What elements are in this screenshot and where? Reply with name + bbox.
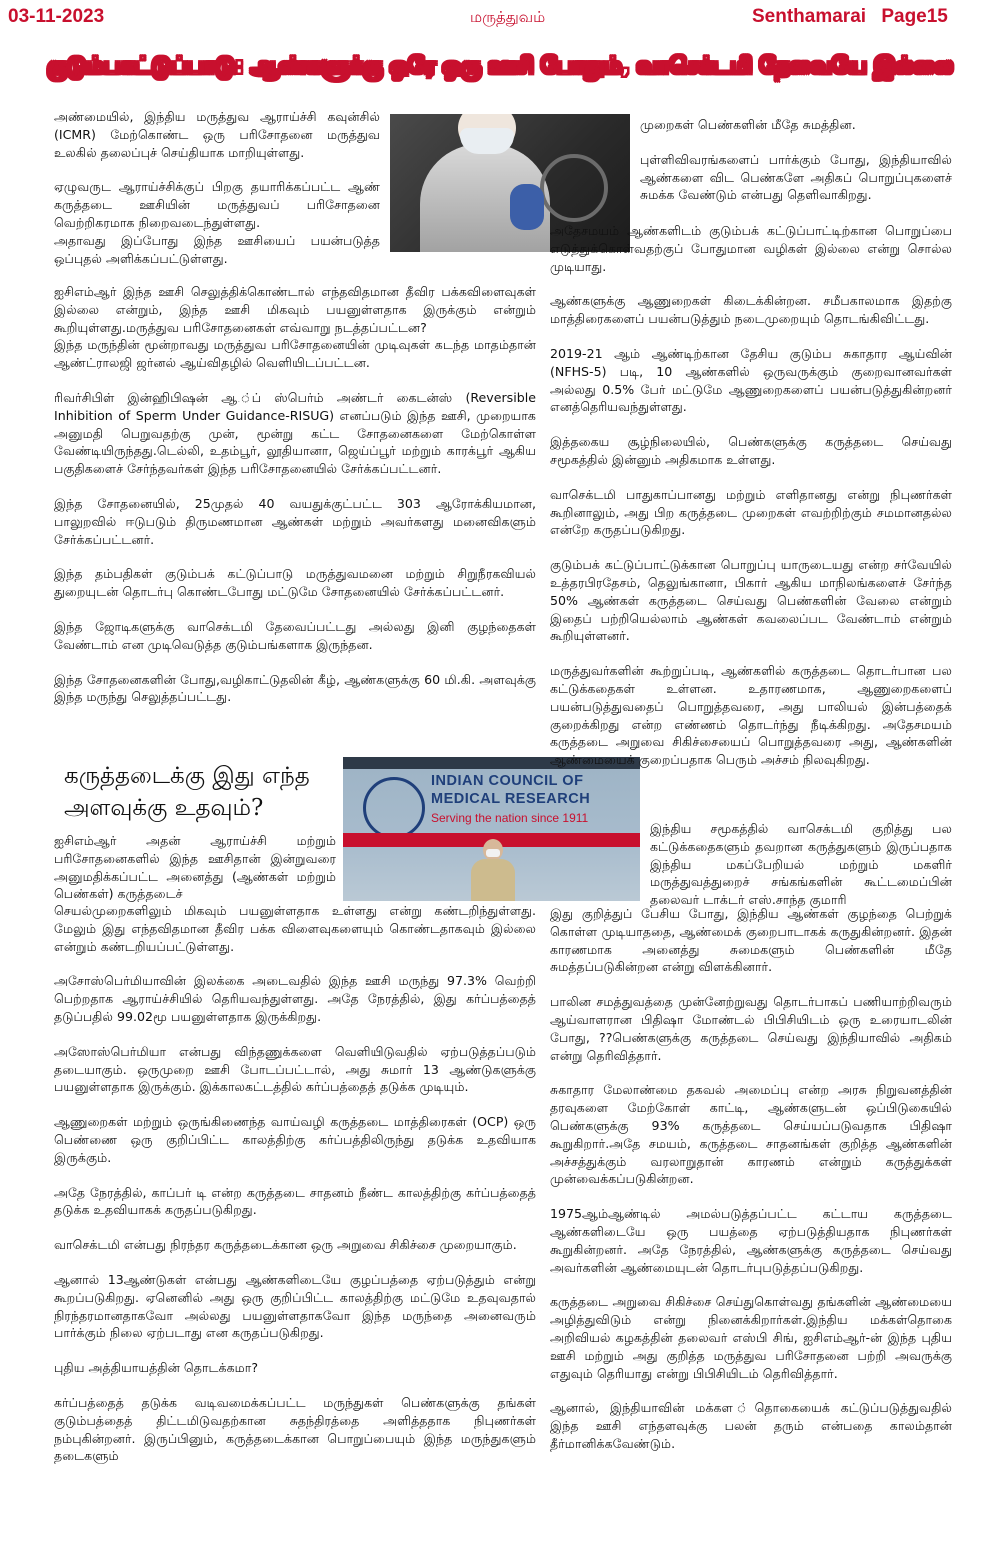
article-paragraph: 2019-21 ஆம் ஆண்டிற்கான தேசிய குடும்ப சுகாதார ஆய்வின் (NFHS-5) படி, 10 ஆண்களில் ஒருவருக்கும் குறைவானவர்கள் அல்லது 0.5% பேர் மட்டுமே ஆணுறைகளைப் பயன்படுத்துகின்றனர் எனத்தெரியவந்துள்ளது. bbox=[550, 345, 952, 415]
article-paragraph: இந்த சோதனைகளின் போது,வழிகாட்டுதலின் கீழ், ஆண்களுக்கு 60 மி.கி. அளவுக்கு இந்த மருந்து செலுத்தப்பட்டது. bbox=[54, 671, 536, 705]
article-paragraph: அதேசமயம் ஆண்களிடம் குடும்பக் கட்டுப்பாட்டிற்கான பொறுப்பை எடுத்துக்கொள்வதற்குப் போதுமான வழிகள் இல்லை என்று சொல்ல முடியாது. bbox=[550, 223, 952, 274]
article-paragraph: புள்ளிவிவரங்களைப் பார்க்கும் போது, இந்தியாவில் ஆண்களை விட பெண்களே அதிகப் பொறுப்புகளைச் சுமக்க வேண்டும் என்பது தெளிவாகிறது. bbox=[640, 151, 952, 203]
article-paragraph: இத்தகைய சூழ்நிலையில், பெண்களுக்கு கருத்தடை செய்வது சமூகத்தில் இன்னும் அதிகமாக உள்ளது. bbox=[550, 434, 952, 467]
person-body-shape bbox=[471, 859, 515, 901]
icmr-sign-line2: MEDICAL RESEARCH bbox=[431, 791, 591, 807]
icmr-sign-tagline: Serving the nation since 1911 bbox=[431, 811, 589, 825]
publication-page: Senthamarai Page15 bbox=[752, 6, 948, 27]
right-column-block-d bbox=[550, 905, 952, 1453]
stethoscope-shape bbox=[540, 154, 608, 222]
article-paragraph: இந்த ஜோடிகளுக்கு வாசெக்டமி தேவைப்பட்டது அல்லது இனி குழந்தைகள் வேண்டாம் என முடிவெடுத்த குடும்பங்களாக இருந்தன. bbox=[54, 618, 536, 652]
article-paragraph: 1975ஆம்ஆண்டில் அமல்படுத்தப்பட்ட கட்டாய கருத்தடை ஆண்களிடையே ஒரு பயத்தை ஏற்படுத்தியதாக நிபுணர்கள் கூறுகின்றனர். அதே நேரத்தில், ஆண்களுக்கு கருத்தடை செய்வது அவர்களின் ஆண்மையுடன் தொடர்புபடுத்தப்படுகிறது. bbox=[550, 1206, 952, 1275]
article-paragraph: ஆண்களுக்கு ஆணுறைகள் கிடைக்கின்றன. சமீபகாலமாக இதற்கு மாத்திரைகளைப் பயன்படுத்தும் நடைமுறையும் தொடங்கிவிட்டது. bbox=[550, 293, 952, 327]
headline: குடும்பகட்டுப்பாடு: ஆண்களுக்கு ஒரே ஒரு ஊசி போதும், வாசெக்டமி தேவையே இல்லை bbox=[47, 53, 953, 79]
left-column-block-c bbox=[54, 760, 336, 903]
article-paragraph: ஆனால் 13ஆண்டுகள் என்பது ஆண்களிடையே குழப்பத்தை ஏற்படுத்தும் என்று கூறப்படுகிறது. ஏனெனில் அது ஒரு குறிப்பிட்ட காலத்திற்கு மட்டுமே உதவுவதால் நிரந்தரமானதாகவோ அல்லது பயனுள்ளதாகவோ இந்த மருந்தை அனைவரும் பார்க்கும் நிலை ஏற்படாது என கருதப்படுகிறது. bbox=[54, 1271, 536, 1341]
article-paragraph: இந்த சோதனையில், 25முதல் 40 வயதுக்குட்பட்ட 303 ஆரோக்கியமான, பாலுறவில் ஈடுபடும் திருமணமான ஆண்கள் மற்றும் அவர்களது மனைவிகளும் சேர்க்கப்பட்டனர். bbox=[54, 495, 536, 547]
article-paragraph: ஐசிஎம்ஆர் இந்த ஊசி செலுத்திக்கொண்டால் எந்தவிதமான தீவிர பக்கவிளைவுகள் இல்லை என்றும், இந்த ஊசி மிகவும் பயனுள்ளதாக இருக்கும் என்றும் கூறியுள்ளது.மருத்துவ பரிசோதனைகள் எவ்வாறு நடத்தப்பட்டன? bbox=[54, 284, 536, 335]
person-mask-shape bbox=[486, 849, 500, 857]
article-paragraph: ஆணுறைகள் மற்றும் ஒருங்கிணைந்த வாய்வழி கருத்தடை மாத்திரைகள் (OCP) ஒரு பெண்ணை ஒரு குறிப்பிட்ட காலத்திற்கு கர்ப்பத்திலிருந்து தடுக்க உதவியாக இருக்கும். bbox=[54, 1114, 536, 1165]
left-column-block-d bbox=[54, 902, 536, 1465]
article-paragraph: அசோஸ்பெர்மியாவின் இலக்கை அடைவதில் இந்த ஊசி மருந்து 97.3% வெற்றி பெற்றதாக ஆராய்ச்சியில் தெரியவந்துள்ளது. அதே நேரத்தில், இது கர்ப்பத்தைத் தடுப்பதில் 99.02மூ பயனுள்ளதாக இருக்கிறது. bbox=[54, 973, 536, 1024]
right-column-block-a bbox=[640, 116, 952, 204]
article-paragraph: சுகாதார மேலாண்மை தகவல் அமைப்பு என்ற அரசு நிறுவனத்தின் தரவுகளை மேற்கோள் காட்டி, ஆண்களுடன் ஒப்பிடுகையில் பெண்களுக்கு 93% கருத்தடை செய்யப்படுவதாக பிதிஷா கூறுகிறார்.அதே சமயம், கருத்தடை சாதனங்கள் குறித்த ஆண்களின் அச்சத்துக்கும் வரலாறுதான் காரணம் என்றும் கருத்துக்கள் முன்வைக்கப்படுகின்றன. bbox=[550, 1082, 952, 1187]
article-paragraph: வாசெக்டமி என்பது நிரந்தர கருத்தடைக்கான ஒரு அறுவை சிகிச்சை முறையாகும். bbox=[54, 1237, 517, 1253]
article-paragraph: குடும்பக் கட்டுப்பாட்டுக்கான பொறுப்பு யாருடையது என்ற சர்வேயில் உத்தரபிரதேசம், தெலுங்கானா, பிகார் ஆகிய மாநிலங்களைச் சேர்ந்த 50% ஆண்கள் கருத்தடை செய்வது பெண்களின் வேலை என்றும் இதைப் பற்றியெல்லாம் ஆண்கள் கவலைப்பட வேண்டாம் என்றும் கூறியுள்ளனர். bbox=[550, 557, 952, 644]
article-paragraph: அதே நேரத்தில், காப்பர் டி என்ற கருத்தடை சாதனம் நீண்ட காலத்திற்கு கர்ப்பத்தைத் தடுக்க உதவியாகக் கருதப்படுகிறது. bbox=[54, 1184, 536, 1218]
icmr-logo-icon bbox=[363, 777, 425, 839]
left-column-block-b bbox=[54, 283, 536, 706]
article-paragraph: ஐசிஎம்ஆர் அதன் ஆராய்ச்சி மற்றும் பரிசோதனைகளில் இந்த ஊசிதான் இன்றுவரை அனுமதிக்கப்பட்ட அனைத்து (ஆண்கள் மற்றும் பெண்கள்) கருத்தடைச் bbox=[54, 833, 336, 902]
article-paragraph: கருத்தடை அறுவை சிகிச்சை செய்துகொள்வது தங்களின் ஆண்மையை அழித்துவிடும் என்று நினைக்கிறார்கள்.இந்திய மக்கள்தொகை அறிவியல் கழகத்தின் தலைவர் எஸ்பி சிங், ஐசிஎம்ஆர்-ன் இந்த புதிய ஊசி மற்றும் அது குறித்த மருத்துவ பரிசோதனை பற்றி அவருக்கு எதுவும் தெரியாது என்று பிபிசியிடம் தெரிவித்தார். bbox=[550, 1294, 952, 1381]
subheading: கருத்தடைக்கு இது எந்த அளவுக்கு உதவும்? bbox=[64, 763, 310, 821]
issue-date: 03-11-2023 bbox=[8, 6, 105, 27]
article-paragraph: இந்த மருந்தின் மூன்றாவது மருத்துவ பரிசோதனையின் முடிவுகள் கடந்த மாதம்தான் ஆண்ட்ராலஜி ஜர்னல் ஆய்விதழில் வெளியிடப்பட்டன. bbox=[54, 337, 536, 371]
left-column-block-a bbox=[54, 108, 380, 267]
article-paragraph: ஏழுவருட ஆராய்ச்சிக்குப் பிறகு தயாரிக்கப்பட்ட ஆண் கருத்தடை ஊசியின் மருத்துவப் பரிசோதனை வெற்றிகரமாக நிறைவடைந்துள்ளது. bbox=[54, 179, 380, 230]
doctor-mask-shape bbox=[460, 128, 514, 154]
article-paragraph: ஆனால், இந்தியாவின் மக்கள ்தொகையைக் கட்டுப்படுத்துவதில் இந்த ஊசி எந்தளவுக்கு பலன் தரும் என்பதை காலம்தான் தீர்மானிக்கவேண்டும். bbox=[550, 1400, 952, 1451]
icmr-sign-line1: INDIAN COUNCIL OF bbox=[431, 773, 584, 789]
page-header bbox=[0, 0, 1000, 34]
right-column-block-b bbox=[550, 222, 952, 769]
article-paragraph: ரிவர்சிபிள் இன்ஹிபிஷன் ஆ.்ப் ஸ்பெர்ம் அண்டர் கைடன்ஸ் (Reversible Inhibition of Sperm Under Guidance-RISUG) எனப்படும் இந்த ஊசி, முறையாக அனுமதி பெறுவதற்கு முன், மூன்று கட்ட சோதனைகளை மேற்கொள்ள வேண்டியிருந்தது.டெல்லி, உதம்பூர், லூதியானா, ஜெய்ப்பூர் மற்றும் காரக்பூர் ஆகிய பகுதிகளைச் சேர்ந்தவர்கள் இந்த பரிசோதனையில் சேர்க்கப்பட்டனர். bbox=[54, 389, 536, 477]
article-paragraph: கர்ப்பத்தைத் தடுக்க வடிவமைக்கப்பட்ட மருந்துகள் பெண்களுக்கு தங்கள் குடும்பத்தைத் திட்டமிடுவதற்கான சுதந்திரத்தை அளித்ததாக நிபுணர்கள் நம்புகின்றனர். இருப்பினும், கருத்தடைக்கான பொறுப்பையும் இந்த மருந்துகளும் தடைகளும் bbox=[54, 1394, 536, 1464]
article-paragraph: செயல்முறைகளிலும் மிகவும் பயனுள்ளதாக உள்ளது என்று கண்டறிந்துள்ளது. மேலும் இது எந்தவிதமான தீவிர பக்க விளைவுகளையும் கொண்டதாகவும் இல்லை என்றும் கண்டறியப்பட்டுள்ளது. bbox=[54, 903, 536, 954]
article-paragraph: மருத்துவர்களின் கூற்றுப்படி, ஆண்களில் கருத்தடை தொடர்பான பல கட்டுக்கதைகள் உள்ளன. உதாரணமாக, ஆணுறைகளைப் பயன்படுத்துவதைப் பொறுத்தவரை, அது பாலியல் இன்பத்தைக் குறைக்கிறது என்ற எண்ணம் தொடர்ந்து நீடிக்கிறது. அதேசமயம் கருத்தடை அறுவை சிகிச்சையைப் பொறுத்தவரை அது, ஆண்களின் ஆண்மையைக் குறைப்பதாக பெரும் அச்சம் நிலவுகிறது. bbox=[550, 663, 952, 768]
article-paragraph: அஸோஸ்பெர்மியா என்பது விந்தணுக்களை வெளியிடுவதில் ஏற்படுத்தப்படும் தடையாகும். ஒருமுறை ஊசி போடப்பட்டால், அது சுமார் 13 ஆண்டுகளுக்கு பயனுள்ளதாக இருக்கும். இக்காலகட்டத்தில் கர்ப்பத்தைத் தடுக்க முடியும். bbox=[54, 1043, 536, 1095]
article-paragraph: அண்மையில், இந்திய மருத்துவ ஆராய்ச்சி கவுன்சில் (ICMR) மேற்கொண்ட ஒரு பரிசோதனை மருத்துவ உலகில் தலைப்புச் செய்தியாக மாறியுள்ளது. bbox=[54, 109, 380, 160]
article-paragraph: இந்திய சமூகத்தில் வாசெக்டமி குறித்து பல கட்டுக்கதைகளும் தவறான கருத்துகளும் இருப்பதாக இந்திய மகப்பேறியல் மற்றும் மகளிர் மருத்துவத்துறைச் சங்கங்களின் கூட்டமைப்பின் தலைவர் டாக்டர் எஸ்.சாந்த குமாரி bbox=[650, 821, 952, 908]
article-paragraph: அதாவது இப்போது இந்த ஊசியைப் பயன்படுத்த ஒப்புதல் அளிக்கப்பட்டுள்ளது. bbox=[54, 232, 380, 266]
article-paragraph: முறைகள் பெண்களின் மீதே சுமத்தின. bbox=[640, 117, 856, 132]
article-paragraph: பாலின சமத்துவத்தை முன்னேற்றுவது தொடர்பாகப் பணியாற்றிவரும் ஆய்வாளரான பிதிஷா மோண்டல் பிபிசியிடம் ஒரு உரையாடலின் போது, ??பெண்களுக்கு கருத்தடை செய்வது இந்தியாவில் அதிகம் என்று தெரிவித்தார். bbox=[550, 994, 952, 1063]
icmr-building-photo bbox=[343, 757, 640, 901]
article-paragraph: இது குறித்துப் பேசிய போது, இந்திய ஆண்கள் குழந்தை பெற்றுக் கொள்ள முடியாததை, ஆண்மைக் குறைபாடாகக் கருதுகின்றனர். இதன் காரணமாக அனைத்து சுமைகளும் பெண்களின் மீதே சுமத்தப்படுகின்றன என்று விளக்கினார். bbox=[550, 906, 952, 975]
section-subheading: புதிய அத்தியாயத்தின் தொடக்கமா? bbox=[54, 1360, 259, 1376]
article-paragraph: வாசெக்டமி பாதுகாப்பானது மற்றும் எளிதானது என்று நிபுணர்கள் கூறினாலும், அது பிற கருத்தடை முறைகள் எவற்றிற்கும் சமமானதல்ல என்றே கருதப்படுகிறது. bbox=[550, 486, 952, 538]
right-column-block-c bbox=[650, 820, 952, 909]
section-name: மருத்துவம் bbox=[470, 8, 546, 26]
gloved-hand-shape bbox=[510, 184, 544, 230]
article-paragraph: இந்த தம்பதிகள் குடும்பக் கட்டுப்பாடு மருத்துவமனை மற்றும் சிறுநீரகவியல் துறையுடன் தொடர்பு கொண்டபோது மட்டுமே சோதனையில் சேர்க்கப்பட்டனர். bbox=[54, 566, 536, 600]
